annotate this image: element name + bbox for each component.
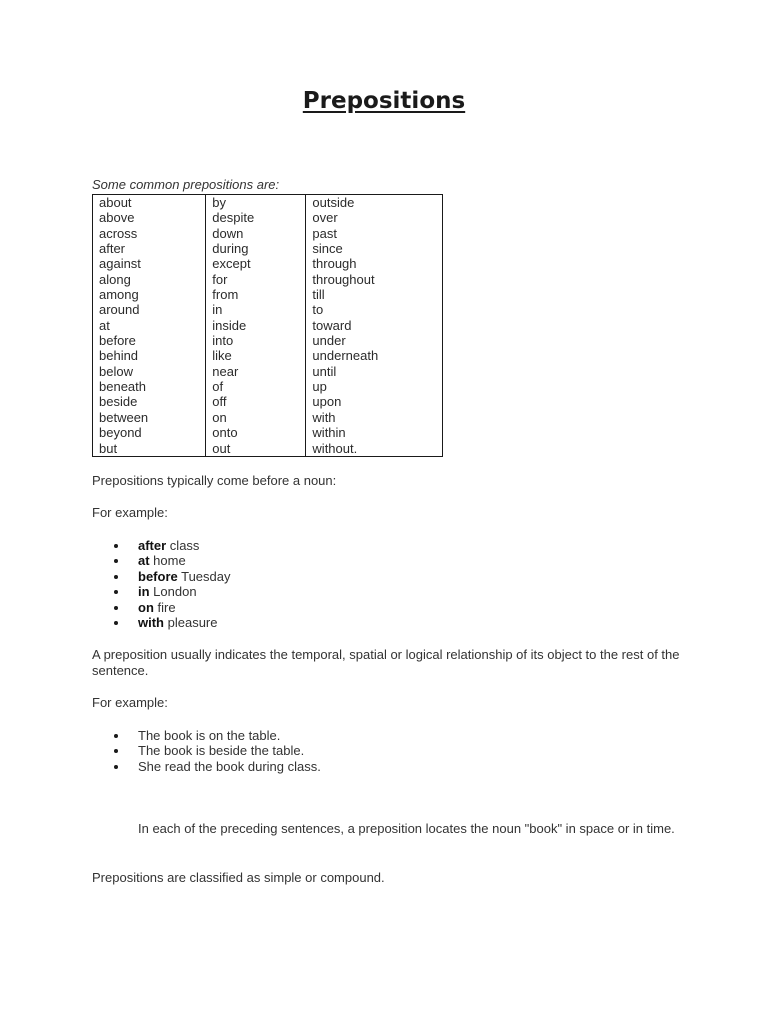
preposition-word: but: [99, 440, 118, 456]
preposition-word: through: [312, 256, 357, 272]
page-title: [0, 88, 768, 114]
example-sentence: The book is beside the table.: [138, 743, 305, 759]
example-preposition: after: [138, 538, 167, 553]
bullet-icon: [114, 734, 118, 738]
preposition-word: up: [312, 379, 327, 395]
paragraph-relationship: A preposition usually indicates the temporal, spatial or logical relationship of its object to the rest of the sentence.: [92, 647, 680, 678]
prepositions-column-1: [93, 195, 206, 457]
preposition-word: after: [99, 241, 126, 257]
preposition-word: across: [99, 225, 138, 241]
example-preposition: with: [138, 615, 164, 631]
intro-text: Some common prepositions are:: [92, 177, 280, 192]
list-item: [92, 743, 321, 758]
bullet-icon: [114, 621, 118, 625]
bullet-icon: [114, 606, 118, 610]
prepositions-table: [92, 194, 443, 457]
list-item: [92, 569, 231, 584]
list-item: [92, 728, 321, 743]
bullet-icon: [114, 544, 118, 548]
example-preposition: before: [138, 568, 178, 584]
preposition-word: beneath: [99, 379, 146, 395]
preposition-word: around: [99, 302, 140, 318]
bullet-icon: [114, 575, 118, 579]
preposition-word: without.: [312, 440, 358, 456]
preposition-word: before: [99, 333, 136, 349]
example-sentence: The book is on the table.: [138, 728, 281, 743]
preposition-word: throughout: [312, 271, 375, 287]
preposition-word: out: [212, 440, 231, 456]
preposition-word: beside: [99, 394, 138, 410]
sentence-examples-list: [92, 728, 321, 774]
preposition-word: toward: [312, 317, 352, 333]
preposition-word: inside: [212, 317, 247, 333]
preposition-word: except: [212, 256, 251, 272]
preposition-word: from: [212, 287, 239, 303]
list-item: [92, 759, 321, 774]
preposition-word: like: [212, 348, 232, 364]
bullet-icon: [114, 765, 118, 769]
preposition-word: into: [212, 333, 234, 349]
preposition-word: since: [312, 241, 343, 257]
bullet-icon: [114, 559, 118, 563]
example-noun: home: [149, 553, 186, 569]
bullet-icon: [114, 590, 118, 594]
list-item: [92, 600, 231, 615]
preposition-word: within: [312, 425, 346, 441]
preposition-word: in: [212, 302, 223, 318]
preposition-word: upon: [312, 394, 342, 410]
example-noun: London: [149, 584, 197, 600]
preposition-word: about: [99, 195, 132, 210]
example-noun: fire: [153, 599, 176, 615]
preposition-word: for: [212, 271, 228, 287]
preposition-word: to: [312, 302, 324, 318]
example-noun: class: [166, 538, 200, 553]
preposition-word: outside: [312, 195, 355, 210]
page-title-text: Prepositions: [302, 88, 466, 114]
example-noun: pleasure: [164, 615, 218, 631]
list-item: [92, 615, 231, 630]
example-noun: Tuesday: [177, 568, 231, 584]
preposition-word: between: [99, 409, 149, 425]
list-item: [92, 538, 231, 553]
preposition-word: over: [312, 210, 338, 226]
paragraph-classification: Prepositions are classified as simple or compound.: [92, 870, 385, 885]
preposition-word: of: [212, 379, 224, 395]
prepositions-column-3: [306, 195, 443, 457]
preposition-word: under: [312, 333, 346, 349]
preposition-word: despite: [212, 210, 255, 226]
preposition-word: till: [312, 287, 325, 303]
preposition-word: beyond: [99, 425, 142, 441]
list-item: [92, 553, 231, 568]
example-preposition: in: [138, 584, 150, 600]
list-item: [92, 584, 231, 599]
prepositions-column-2: [206, 195, 306, 457]
preposition-word: down: [212, 225, 244, 241]
preposition-word: on: [212, 409, 227, 425]
preposition-word: at: [99, 317, 110, 333]
example-sentence: She read the book during class.: [138, 758, 321, 774]
preposition-word: by: [212, 195, 227, 210]
preposition-word: below: [99, 363, 133, 379]
noun-examples-list: [92, 538, 231, 630]
preposition-word: behind: [99, 348, 139, 364]
table-row: [93, 195, 443, 457]
paragraph-locates-noun: In each of the preceding sentences, a preposition locates the noun "book" in space or in time.: [138, 821, 675, 836]
preposition-word: underneath: [312, 348, 379, 364]
preposition-word: near: [212, 363, 239, 379]
preposition-word: against: [99, 256, 141, 272]
preposition-word: until: [312, 363, 337, 379]
preposition-word: past: [312, 225, 337, 241]
example-preposition: on: [138, 599, 154, 615]
paragraph-before-noun: Prepositions typically come before a noun:: [92, 473, 337, 488]
for-example-label: For example:: [92, 695, 168, 710]
preposition-word: off: [212, 394, 227, 410]
preposition-word: above: [99, 210, 135, 226]
bullet-icon: [114, 749, 118, 753]
preposition-word: during: [212, 241, 249, 257]
example-preposition: at: [138, 553, 150, 569]
preposition-word: onto: [212, 425, 238, 441]
preposition-word: along: [99, 271, 131, 287]
preposition-word: among: [99, 287, 139, 303]
for-example-label: For example:: [92, 505, 168, 520]
preposition-word: with: [312, 409, 336, 425]
